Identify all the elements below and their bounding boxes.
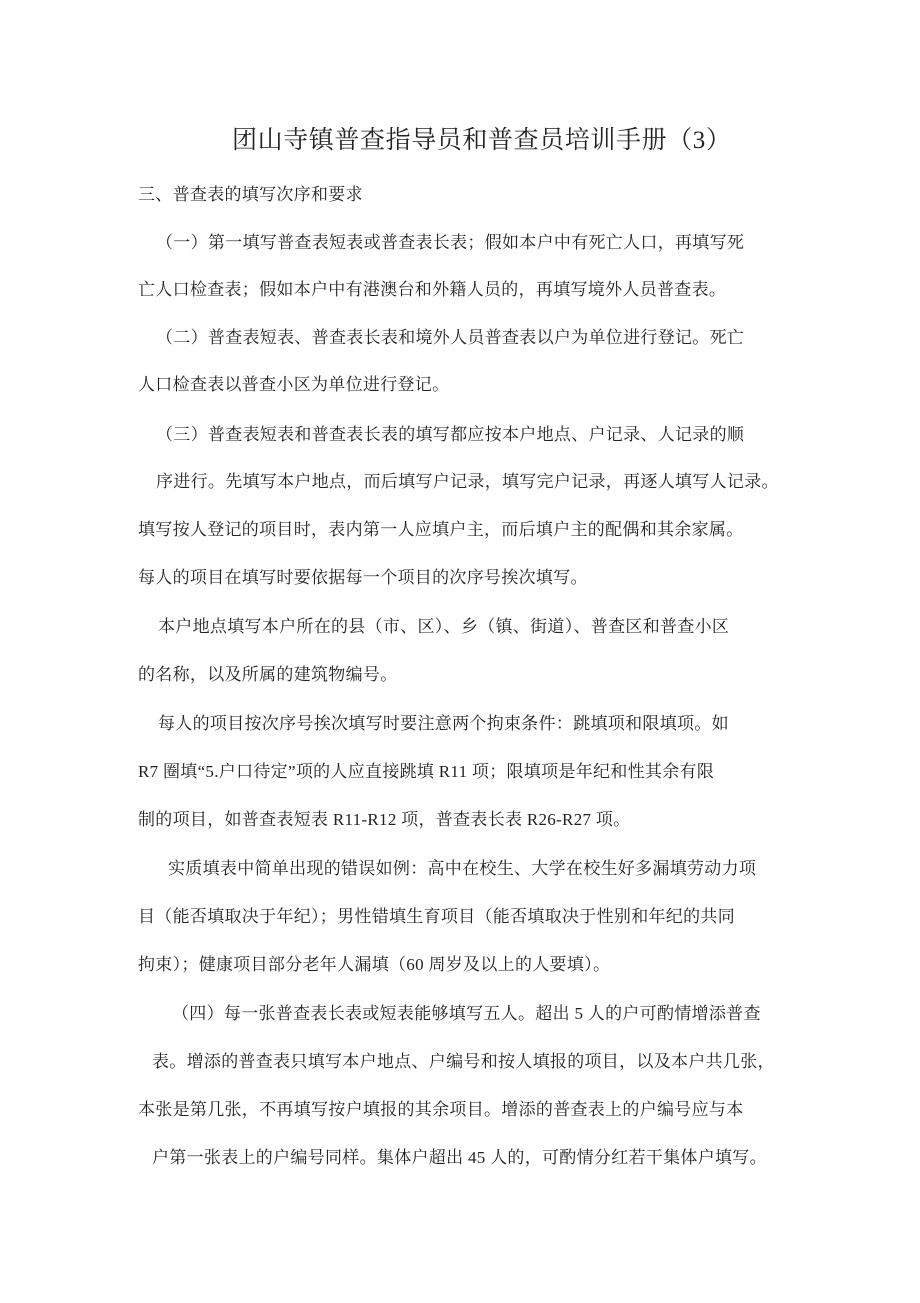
paragraph-line: R7 圈填“5.户口待定”项的人应直接跳填 R11 项；限填项是年纪和性其余有限 [138, 762, 715, 781]
paragraph-line: 拘束）；健康项目部分老年人漏填（60 周岁及以上的人要填）。 [138, 955, 611, 974]
paragraph-line: 每人的项目按次序号挨次填写时要注意两个拘束条件：跳填项和限填项。如 [158, 714, 729, 733]
paragraph-line: 户第一张表上的户编号同样。集体户超出 45 人的，可酌情分红若干集体户填写。 [152, 1148, 767, 1167]
paragraph-line: 亡人口检查表；假如本户中有港澳台和外籍人员的，再填写境外人员普查表。 [138, 280, 727, 299]
paragraph-line: 表。增添的普查表只填写本户地点、户编号和按人填报的项目，以及本户共几张， [152, 1052, 775, 1071]
paragraph-line: 实质填表中简单出现的错误如例：高中在校生、大学在校生好多漏填劳动力项 [168, 859, 757, 878]
paragraph-line: 人口检查表以普查小区为单位进行登记。 [138, 375, 450, 394]
paragraph-line: 本张是第几张，不再填写按户填报的其余项目。增添的普查表上的户编号应与本 [138, 1100, 744, 1119]
paragraph-line: 的名称，以及所属的建筑物编号。 [138, 665, 398, 684]
section-heading: 三、普查表的填写次序和要求 [138, 185, 363, 204]
paragraph-line: （四）每一张普查表长表或短表能够填写五人。超出 5 人的户可酌情增添普查 [172, 1004, 761, 1023]
paragraph-line: 目（能否填取决于年纪）；男性错填生育项目（能否填取决于性别和年纪的共同 [138, 907, 735, 926]
document-title: 团山寺镇普查指导员和普查员培训手册（3） [232, 127, 732, 154]
paragraph-line: （三）普查表短表和普查表长表的填写都应按本户地点、户记录、人记录的顺 [156, 425, 745, 444]
paragraph-line: （一）第一填写普查表短表或普查表长表；假如本户中有死亡人口，再填写死 [156, 233, 745, 252]
paragraph-line: 每人的项目在填写时要依据每一个项目的次序号挨次填写。 [138, 568, 588, 587]
paragraph-line: 序进行。先填写本户地点，而后填写户记录，填写完户记录，再逐人填写人记录。 [156, 472, 779, 491]
paragraph-line: 制的项目，如普查表短表 R11-R12 项，普查表长表 R26-R27 项。 [138, 810, 631, 829]
paragraph-line: 本户地点填写本户所在的县（市、区）、乡（镇、街道）、普查区和普查小区 [158, 617, 730, 636]
paragraph-line: 填写按人登记的项目时，表内第一人应填户主，而后填户主的配偶和其余家属。 [138, 520, 744, 539]
paragraph-line: （二）普查表短表、普查表长表和境外人员普查表以户为单位进行登记。死亡 [156, 328, 745, 347]
